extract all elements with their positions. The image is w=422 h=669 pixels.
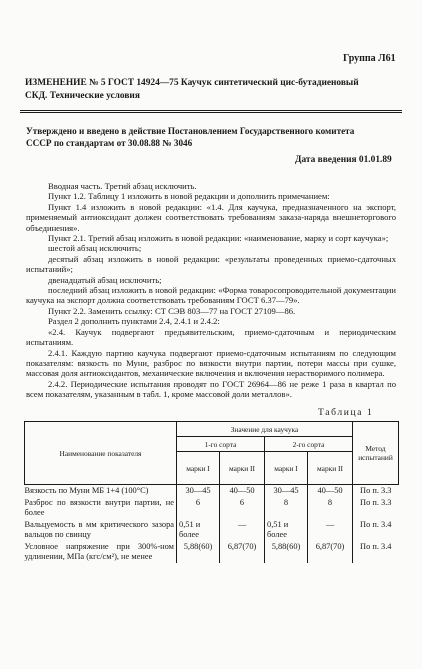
value-cell: 40—50 xyxy=(308,485,353,498)
table-title: Таблица 1 xyxy=(318,407,374,418)
method-cell: По п. 3.3 xyxy=(353,497,399,519)
paragraph: Пункт 2.1. Третий абзац изложить в новой редакции: «наименование, марку и сорт каучука»; xyxy=(48,233,389,244)
approval-line1: Утверждено и введено в действие Постановлением Государственного комитета xyxy=(26,126,355,136)
approval-line2: СССР по стандартам от 30.08.88 № 3046 xyxy=(26,138,193,148)
specification-table xyxy=(24,421,399,563)
value-cell: 0,51 и более xyxy=(265,519,308,541)
method-cell: По п. 3.4 xyxy=(353,541,399,563)
change-title xyxy=(25,77,397,102)
paragraph: 2.4.2. Периодические испытания проводят по ГОСТ 26964—86 не реже 1 раза в квартал по всем показателям, указанным в табл. 1, кроме массовой доли металлов». xyxy=(26,378,396,400)
value-cell: — xyxy=(308,519,353,541)
value-cell: 5,88(60) xyxy=(177,541,220,563)
header-grade1-brand-1: марки I xyxy=(177,452,220,485)
value-cell: 5,88(60) xyxy=(265,541,308,563)
top-divider-second xyxy=(20,112,402,113)
paragraph: последний абзац изложить в новой редакции: «Форма товаросопроводительной документации каучука на экспорт должна соответствовать требованиям ГОСТ 6.37—79». xyxy=(26,285,396,306)
change-title-line2: СКД. Технические условия xyxy=(25,90,140,101)
paragraph: Пункт 1.4 изложить в новой редакции: «1.4. Для каучука, предназначенного на экспорт, применяемый антиоксидант должен соответствовать требованиям заказа-наряда внешнеторгового объединения». xyxy=(26,201,396,233)
paragraph: десятый абзац изложить в новой редакции: «результаты проведенных приемо-сдаточных испытаний»; xyxy=(26,253,396,275)
group-code: Группа Л61 xyxy=(343,53,396,64)
value-cell: 8 xyxy=(308,497,353,519)
header-value: Значение для каучука xyxy=(177,422,353,437)
approval-statement xyxy=(26,125,398,149)
header-grade-1: 1-го сорта xyxy=(177,437,265,452)
method-cell: По п. 3.3 xyxy=(353,485,399,498)
change-title-line1: ИЗМЕНЕНИЕ № 5 ГОСТ 14924—75 Каучук синтетический цис-бутадиеновый xyxy=(25,78,359,88)
paragraph: шестой абзац исключить; xyxy=(48,243,142,254)
amendment-body xyxy=(26,181,396,400)
header-grade2-brand-2: марки II xyxy=(308,452,353,485)
value-cell: 40—50 xyxy=(220,485,265,498)
value-cell: 8 xyxy=(265,497,308,519)
indicator-name: Условное напряжение при 300%-ном удлинении, МПа (кгс/см²), не менее xyxy=(24,542,174,561)
header-test-method: Метод испытаний xyxy=(353,422,399,485)
value-cell: 0,51 и более xyxy=(177,519,220,541)
paragraph: Пункт 2.2. Заменить ссылку: СТ СЭВ 803—77 на ГОСТ 27109—86. xyxy=(48,305,296,316)
table-row xyxy=(25,541,399,563)
paragraph: 2.4.1. Каждую партию каучука подвергают приемо-сдаточным испытаниям по следующим показателям: вязкость по Муни, разброс по вязкости внутри партии, потери массы при сушке, массовая доля антиоксидантов, механические включения и включения нерастворимого полимера. xyxy=(26,347,396,379)
paragraph: Пункт 1.2. Таблицу 1 изложить в новой редакции и дополнить примечанием: xyxy=(48,191,330,202)
value-cell: — xyxy=(220,519,265,541)
introduction-date: Дата введения 01.01.89 xyxy=(295,155,392,165)
indicator-name: Вальцуемость в мм критического зазора вальцов по свинцу xyxy=(24,520,174,539)
table-row xyxy=(25,519,399,541)
header-indicator-name: Наименование показателя xyxy=(25,422,177,485)
paragraph: двенадцатый абзац исключить; xyxy=(48,274,162,285)
header-grade2-brand-1: марки I xyxy=(265,452,308,485)
value-cell: 6,87(70) xyxy=(220,541,265,563)
paragraph: «2.4. Каучук подвергают предъявительским, приемо-сдаточным и периодическим испытаниям. xyxy=(26,326,396,348)
table-row xyxy=(25,497,399,519)
table-row xyxy=(25,485,399,498)
header-grade-2: 2-го сорта xyxy=(265,437,353,452)
value-cell: 30—45 xyxy=(265,485,308,498)
method-cell: По п. 3.4 xyxy=(353,519,399,541)
indicator-name: Вязкость по Муни МБ 1+4 (100°С) xyxy=(24,486,149,495)
header-grade1-brand-2: марки II xyxy=(220,452,265,485)
top-divider xyxy=(20,110,402,111)
paragraph: Раздел 2 дополнить пунктами 2.4, 2.4.1 и 2.4.2: xyxy=(48,316,220,327)
value-cell: 6 xyxy=(220,497,265,519)
indicator-name: Разброс по вязкости внутри партии, не более xyxy=(24,498,174,517)
value-cell: 30—45 xyxy=(177,485,220,498)
value-cell: 6,87(70) xyxy=(308,541,353,563)
value-cell: 6 xyxy=(177,497,220,519)
paragraph: Вводная часть. Третий абзац исключить. xyxy=(48,181,197,191)
